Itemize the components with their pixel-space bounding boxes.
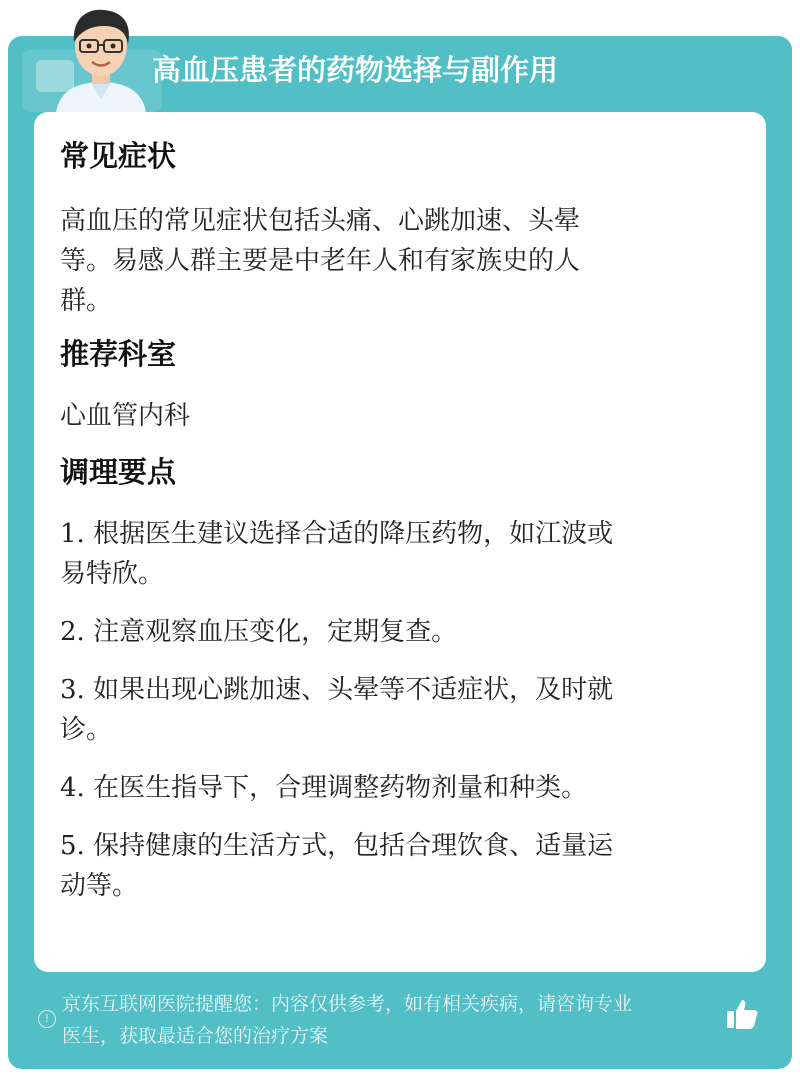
list-item xyxy=(60,612,740,652)
info-circle-icon: ! xyxy=(38,1010,56,1028)
list-item-text: 如果出现心跳加速、头晕等不适症状，及时就 xyxy=(84,675,614,705)
card-content xyxy=(60,136,740,906)
list-item-text-cont: 诊。 xyxy=(60,715,113,745)
list-item-text: 在医生指导下，合理调整药物剂量和种类。 xyxy=(84,773,588,803)
section-title-department: 推荐科室 xyxy=(60,337,177,371)
content-card xyxy=(34,112,766,972)
section-title-care: 调理要点 xyxy=(60,455,177,489)
list-item-number: 4. xyxy=(60,773,85,803)
list-item-text-cont: 易特欣。 xyxy=(60,559,165,589)
thumbs-up-icon[interactable] xyxy=(724,996,760,1032)
list-item-number: 1. xyxy=(60,519,85,549)
list-item xyxy=(60,826,740,906)
list-item-number: 3. xyxy=(60,675,85,705)
section-title-symptoms: 常见症状 xyxy=(60,139,177,173)
list-item-text: 保持健康的生活方式，包括合理饮食、适量运 xyxy=(84,831,614,861)
list-item xyxy=(60,768,740,808)
list-item-text: 根据医生建议选择合适的降压药物，如江波或 xyxy=(84,519,614,549)
list-item-text-cont: 动等。 xyxy=(60,871,139,901)
symptoms-text-line3: 群。 xyxy=(60,286,113,316)
footer-line2: 医生，获取最适合您的治疗方案 xyxy=(62,1025,329,1047)
footer-disclaimer xyxy=(62,988,726,1052)
footer-line1: 京东互联网医院提醒您：内容仅供参考，如有相关疾病，请咨询专业 xyxy=(62,993,633,1015)
list-item xyxy=(60,514,740,594)
symptoms-text-line2: 等。易感人群主要是中老年人和有家族史的人 xyxy=(60,246,581,276)
list-item-number: 5. xyxy=(60,831,85,861)
doctor-avatar xyxy=(46,2,156,114)
list-item-text: 注意观察血压变化，定期复查。 xyxy=(84,617,458,647)
department-text: 心血管内科 xyxy=(60,401,191,431)
symptoms-text-line1: 高血压的常见症状包括头痛、心跳加速、头晕 xyxy=(60,206,581,236)
list-item xyxy=(60,670,740,750)
page-title: 高血压患者的药物选择与副作用 xyxy=(152,53,559,87)
care-list xyxy=(60,514,740,906)
list-item-number: 2. xyxy=(60,617,85,647)
